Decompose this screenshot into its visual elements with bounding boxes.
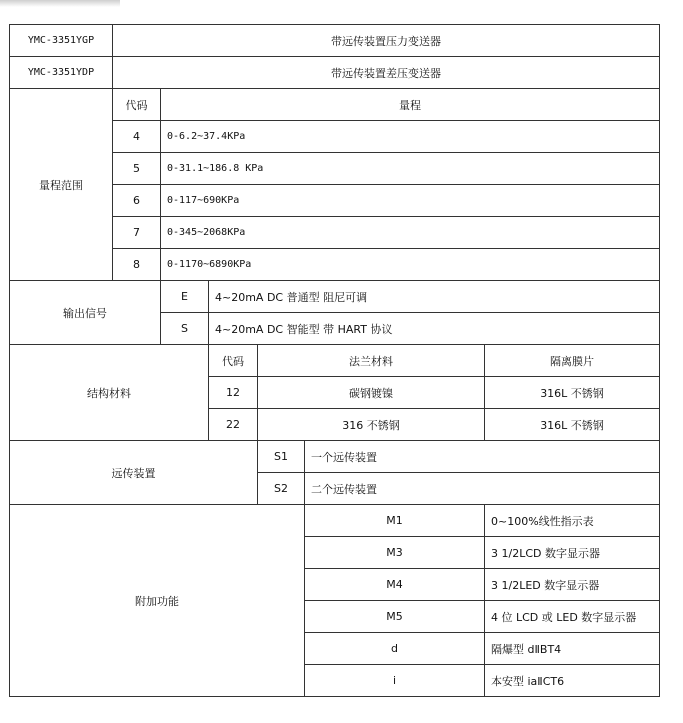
- extras-section-label: 附加功能: [10, 505, 305, 697]
- range-code: 6: [113, 185, 161, 217]
- remote-value: 一个远传装置: [305, 441, 660, 473]
- extras-code: M4: [305, 569, 485, 601]
- output-value: 4~20mA DC 智能型 带 HART 协议: [209, 313, 660, 345]
- remote-row: [10, 441, 660, 473]
- output-code: S: [161, 313, 209, 345]
- remote-value: 二个远传装置: [305, 473, 660, 505]
- extras-value: 3 1/2LED 数字显示器: [485, 569, 660, 601]
- extras-value: 0~100%线性指示表: [485, 505, 660, 537]
- range-value: 0-31.1~186.8 KPa: [161, 153, 660, 185]
- output-section-label: 输出信号: [10, 281, 161, 345]
- extras-code: i: [305, 665, 485, 697]
- extras-value: 3 1/2LCD 数字显示器: [485, 537, 660, 569]
- remote-section-label: 远传装置: [10, 441, 258, 505]
- range-value: 0-1170~6890KPa: [161, 249, 660, 281]
- range-value: 0-345~2068KPa: [161, 217, 660, 249]
- range-value: 0-117~690KPa: [161, 185, 660, 217]
- material-section-label: 结构材料: [10, 345, 209, 441]
- material-flange-header: 法兰材料: [258, 345, 485, 377]
- extras-value: 4 位 LCD 或 LED 数字显示器: [485, 601, 660, 633]
- output-value: 4~20mA DC 普通型 阻尼可调: [209, 281, 660, 313]
- extras-code: d: [305, 633, 485, 665]
- material-diaphragm: 316L 不锈钢: [485, 377, 660, 409]
- range-code: 7: [113, 217, 161, 249]
- range-header-row: [10, 89, 660, 121]
- model-code: YMC-3351YGP: [10, 25, 113, 57]
- range-value: 0-6.2~37.4KPa: [161, 121, 660, 153]
- remote-code: S1: [258, 441, 305, 473]
- extras-value: 隔爆型 dⅡBT4: [485, 633, 660, 665]
- material-diaphragm-header: 隔离膜片: [485, 345, 660, 377]
- output-code: E: [161, 281, 209, 313]
- spec-table: [9, 24, 660, 697]
- material-header-row: [10, 345, 660, 377]
- spec-table-wrapper: [9, 24, 660, 697]
- range-value-header: 量程: [161, 89, 660, 121]
- range-section-label: 量程范围: [10, 89, 113, 281]
- top-edge-mark: [0, 0, 120, 7]
- model-desc: 带远传装置压力变送器: [113, 25, 660, 57]
- model-desc: 带远传装置差压变送器: [113, 57, 660, 89]
- model-row: [10, 57, 660, 89]
- extras-row: [10, 505, 660, 537]
- range-code: 4: [113, 121, 161, 153]
- extras-code: M1: [305, 505, 485, 537]
- material-code-header: 代码: [209, 345, 258, 377]
- output-row: [10, 281, 660, 313]
- range-code-header: 代码: [113, 89, 161, 121]
- material-code: 12: [209, 377, 258, 409]
- model-row: [10, 25, 660, 57]
- material-flange: 碳钢镀镍: [258, 377, 485, 409]
- extras-code: M3: [305, 537, 485, 569]
- material-code: 22: [209, 409, 258, 441]
- remote-code: S2: [258, 473, 305, 505]
- extras-code: M5: [305, 601, 485, 633]
- range-code: 8: [113, 249, 161, 281]
- material-flange: 316 不锈钢: [258, 409, 485, 441]
- extras-value: 本安型 iaⅡCT6: [485, 665, 660, 697]
- material-diaphragm: 316L 不锈钢: [485, 409, 660, 441]
- model-code: YMC-3351YDP: [10, 57, 113, 89]
- range-code: 5: [113, 153, 161, 185]
